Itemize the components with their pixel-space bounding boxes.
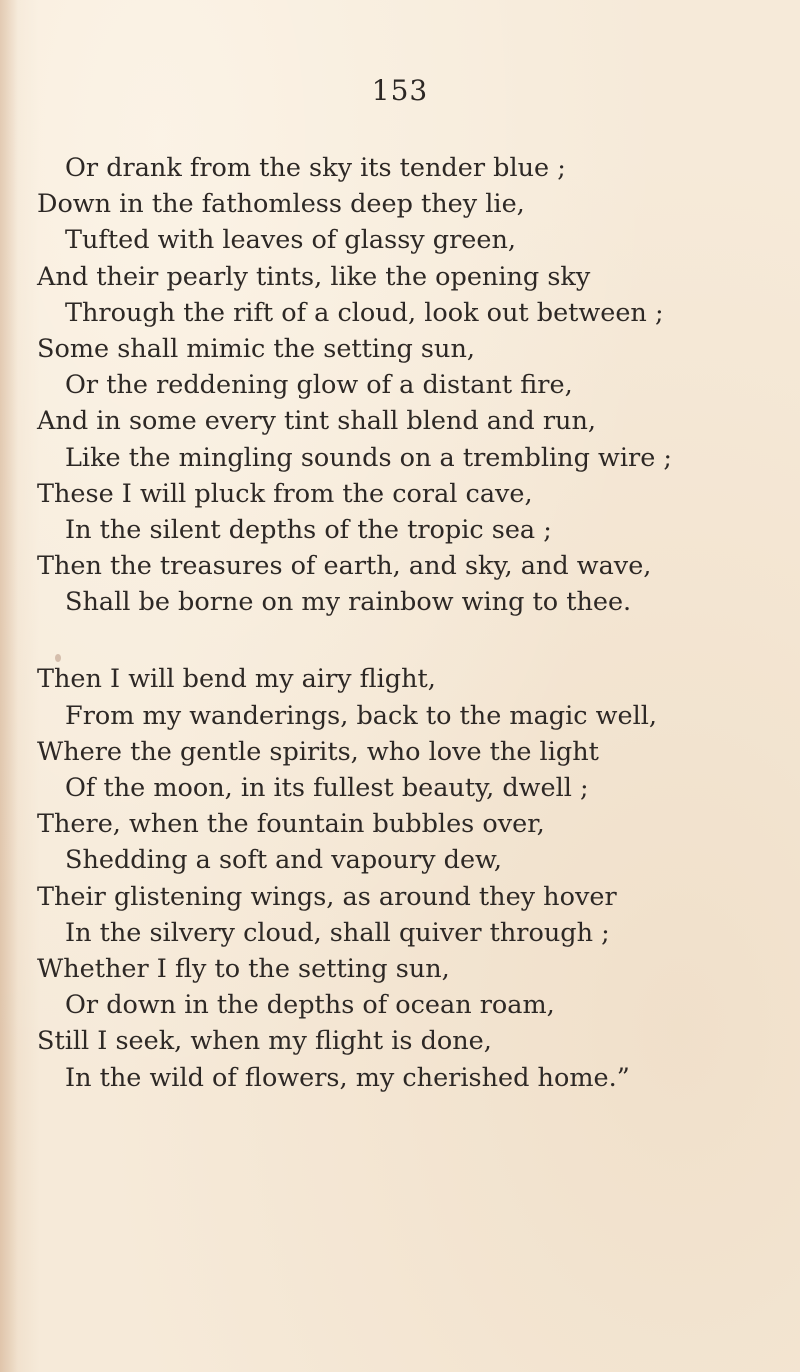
poem-line: Shall be borne on my rainbow wing to thee. [65,587,632,618]
poem-line: Still I seek, when my flight is done, [37,1026,492,1057]
poem-line: Or drank from the sky its tender blue ; [65,153,566,183]
poem-line: There, when the fountain bubbles over, [37,809,545,840]
poem-line: In the silent depths of the tropic sea ; [65,514,552,545]
poem-line: Then the treasures of earth, and sky, and wave, [37,551,652,582]
poem-line: From my wanderings, back to the magic well, [65,700,657,731]
poem-line: Their glistening wings, as around they hover [37,881,617,912]
poem-line: And their pearly tints, like the opening sky [37,261,591,292]
poem-line: Through the rift of a cloud, look out between ; [65,297,664,328]
poem-text [0,150,800,1096]
poem-line: Whether I fly to the setting sun, [37,953,450,984]
stanza-1 [0,150,800,620]
poem-line: Or the reddening glow of a distant fire, [65,370,573,401]
page-number: 153 [371,74,429,107]
poem-line: Like the mingling sounds on a trembling wire ; [65,442,672,473]
poem-line: Some shall mimic the setting sun, [37,333,475,364]
poem-line: And in some every tint shall blend and run, [37,406,596,437]
poem-line: In the silvery cloud, shall quiver through ; [65,917,610,948]
poem-line: Down in the fathomless deep they lie, [37,189,525,220]
poem-line: These I will pluck from the coral cave, [37,478,533,509]
poem-line: Where the gentle spirits, who love the light [37,736,599,767]
stanza-2 [0,661,800,1095]
poem-line: Then I will bend my airy flight, [37,664,436,695]
poem-line: In the wild of flowers, my cherished home.” [65,1062,630,1093]
poem-line: Tufted with leaves of glassy green, [65,225,517,256]
poem-line: Shedding a soft and vapoury dew, [65,845,502,876]
poem-line: Of the moon, in its fullest beauty, dwell ; [65,773,589,803]
poem-line: Or down in the depths of ocean roam, [65,990,555,1021]
